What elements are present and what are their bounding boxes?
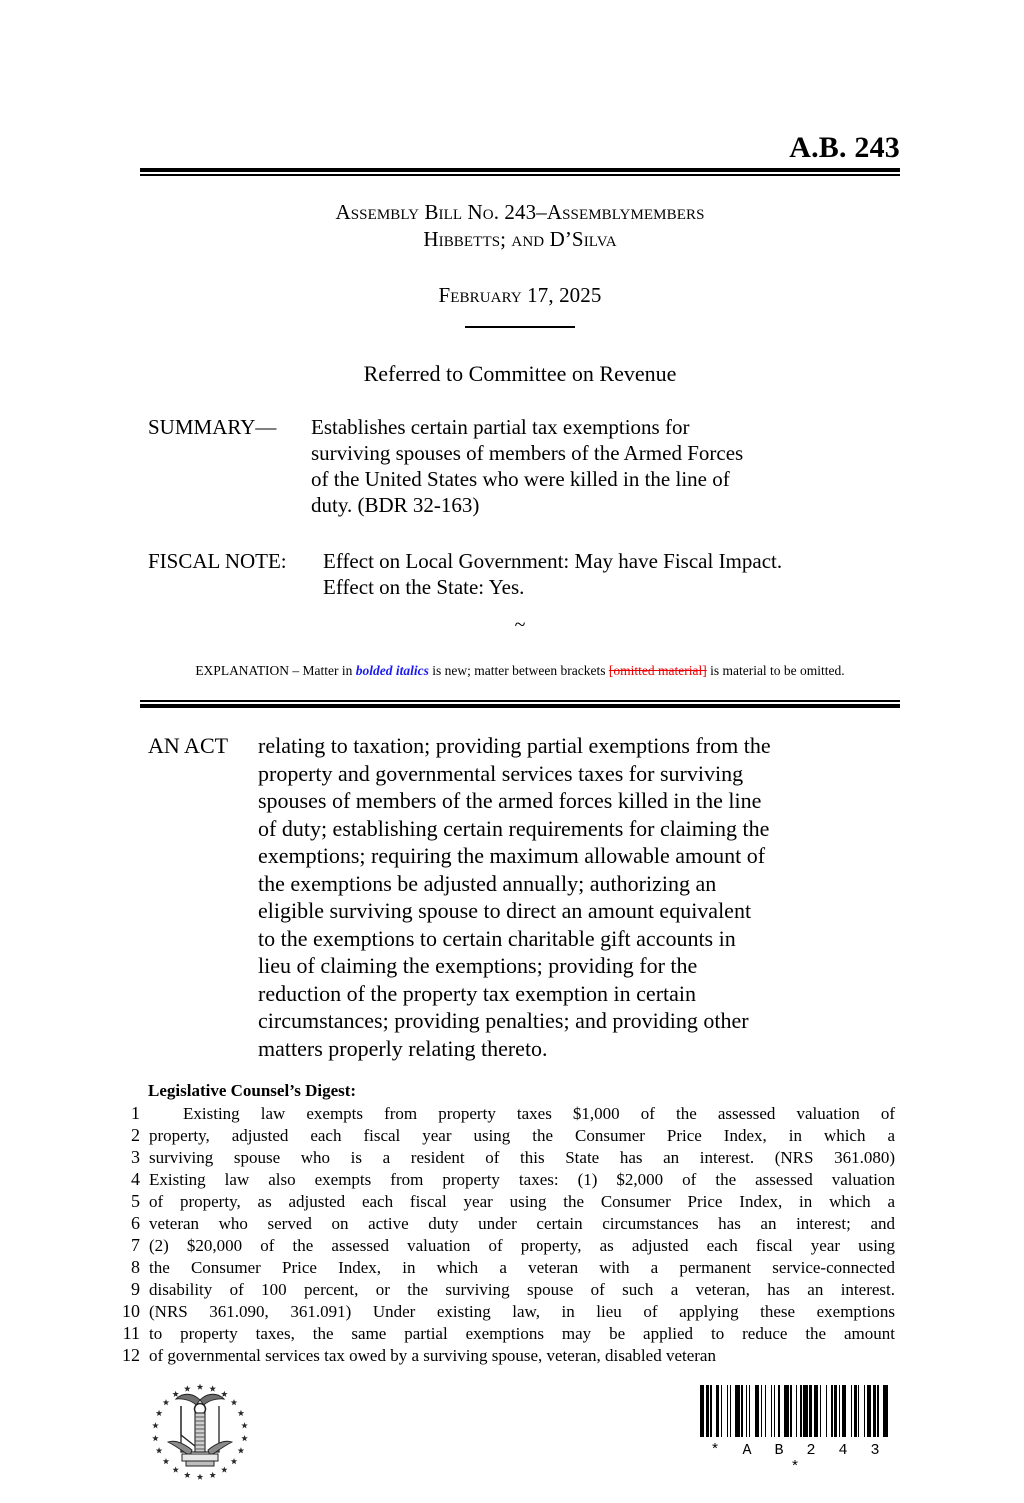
summary-line-3: of the United States who were killed in the line of: [311, 467, 730, 491]
explanation-new-matter: bolded italics: [355, 663, 429, 678]
digest-line-text: Existing law also exempts from property taxes: (1) $2,000 of the assessed valuation: [149, 1170, 895, 1189]
digest-line-number: 5: [131, 1191, 140, 1211]
digest-line-number: 3: [131, 1147, 140, 1167]
referred-to-committee: Referred to Committee on Revenue: [363, 361, 677, 386]
digest-line-number: 12: [122, 1345, 140, 1365]
an-act-line-11: circumstances; providing penalties; and providing other: [258, 1008, 749, 1033]
digest-line-number: 7: [131, 1235, 140, 1255]
legislative-counsel-digest: [95, 1102, 895, 1366]
digest-line-number: 6: [131, 1213, 140, 1233]
an-act-line-5: exemptions; requiring the maximum allowable amount of: [258, 843, 766, 868]
explanation-middle: is new; matter between brackets: [428, 663, 609, 678]
barcode-bar: [888, 1385, 889, 1437]
digest-line: [95, 1344, 895, 1366]
page-title: A.B. 243: [789, 131, 900, 164]
digest-line: [95, 1300, 895, 1322]
date-divider: [465, 326, 575, 328]
header-divider: [140, 168, 900, 176]
an-act-line-4: of duty; establishing certain requirements for claiming the: [258, 815, 770, 841]
summary-line-1: Establishes certain partial tax exemptions for: [311, 415, 690, 439]
digest-line-text: (NRS 361.090, 361.091) Under existing law, in lieu of applying these exemptions: [149, 1302, 895, 1321]
explanation-note: [140, 662, 900, 679]
nevada-state-seal-icon: [148, 1380, 252, 1484]
bill-heading-line-2: Hibbetts; and D’Silva: [423, 227, 617, 251]
an-act-line-8: to the exemptions to certain charitable gift accounts in: [258, 925, 736, 951]
digest-line-text: property, adjusted each fiscal year using the Consumer Price Index, in which a: [149, 1126, 895, 1145]
bill-heading-line-1: Assembly Bill No. 243–Assemblymembers: [335, 200, 705, 224]
digest-line: [95, 1190, 895, 1212]
digest-line-text: the Consumer Price Index, in which a veteran with a permanent service-connected: [149, 1258, 895, 1277]
body-divider: [140, 700, 900, 708]
digest-line: [95, 1278, 895, 1300]
digest-line: [95, 1234, 895, 1256]
digest-line: [95, 1322, 895, 1344]
an-act-line-1: relating to taxation; providing partial exemptions from the: [258, 733, 771, 758]
barcode-bars: [700, 1385, 890, 1437]
digest-line-text: veteran who served on active duty under certain circumstances has an interest; and: [149, 1214, 895, 1233]
an-act-line-10: reduction of the property tax exemption in certain: [258, 980, 697, 1006]
an-act-line-7: eligible surviving spouse to direct an amount equivalent: [258, 898, 752, 923]
digest-line-text: of governmental services tax owed by a surviving spouse, veteran, disabled veteran: [149, 1346, 716, 1365]
digest-line-number: 1: [131, 1103, 140, 1123]
digest-line-text: (2) $20,000 of the assessed valuation of property, as adjusted each fiscal year using: [149, 1236, 895, 1255]
an-act-label: AN ACT: [148, 733, 234, 758]
explanation-omitted-matter: [omitted material]: [608, 663, 707, 678]
an-act-line-9: lieu of claiming the exemptions; providing for the: [258, 953, 698, 978]
an-act-block: [148, 732, 884, 1062]
digest-line-number: 4: [131, 1169, 140, 1189]
divider-thin-rule: [140, 174, 900, 176]
digest-line-text: Existing law exempts from property taxes $1,000 of the assessed valuation of: [183, 1104, 895, 1123]
digest-line: [95, 1124, 895, 1146]
barcode-label: * A B 2 4 3 *: [710, 1442, 887, 1476]
digest-line-number: 2: [131, 1125, 140, 1145]
digest-line-number: 9: [131, 1279, 140, 1299]
summary-line-2: surviving spouses of members of the Armed Forces: [311, 441, 744, 465]
digest-line: [95, 1256, 895, 1278]
digest-line-text: disability of 100 percent, or the surviving spouse of such a veteran, has an interest.: [149, 1280, 895, 1299]
body-divider-thick-rule: [140, 704, 900, 708]
summary-block: [148, 414, 884, 518]
digest-line-number: 11: [122, 1323, 140, 1343]
summary-label: SUMMARY—: [148, 415, 277, 439]
digest-line-number: 10: [122, 1301, 140, 1321]
fiscal-note-label: FISCAL NOTE:: [148, 549, 298, 573]
digest-line-text: to property taxes, the same partial exemptions may be applied to reduce the amount: [149, 1324, 895, 1343]
digest-line: [95, 1102, 895, 1124]
summary-line-4: duty. (BDR 32-163): [311, 493, 480, 517]
barcode: [700, 1385, 890, 1476]
digest-line: [95, 1168, 895, 1190]
explanation-prefix: EXPLANATION – Matter in: [195, 663, 356, 678]
digest-line: [95, 1146, 895, 1168]
an-act-line-6: the exemptions be adjusted annually; authorizing an: [258, 870, 717, 896]
explanation-suffix: is material to be omitted.: [706, 663, 845, 678]
an-act-line-2: property and governmental services taxes for surviving: [258, 760, 744, 786]
an-act-line-12: matters properly relating thereto.: [258, 1035, 548, 1061]
fiscal-note-line-1: Effect on Local Government: May have Fiscal Impact.: [323, 549, 783, 573]
bill-heading: [140, 199, 900, 253]
fiscal-note-line-2: Effect on the State: Yes.: [323, 575, 525, 599]
digest-line: [95, 1212, 895, 1234]
digest-title: Legislative Counsel’s Digest:: [148, 1081, 357, 1100]
digest-line-text: surviving spouse who is a resident of this State has an interest. (NRS 361.080): [149, 1148, 895, 1167]
digest-line-number: 8: [131, 1257, 140, 1277]
bill-date: February 17, 2025: [438, 283, 602, 307]
tilde-separator: ~: [514, 614, 526, 636]
digest-line-text: of property, as adjusted each fiscal year using the Consumer Price Index, in which a: [149, 1192, 895, 1211]
an-act-line-3: spouses of members of the armed forces killed in the line: [258, 788, 762, 813]
fiscal-note-block: [148, 548, 884, 600]
